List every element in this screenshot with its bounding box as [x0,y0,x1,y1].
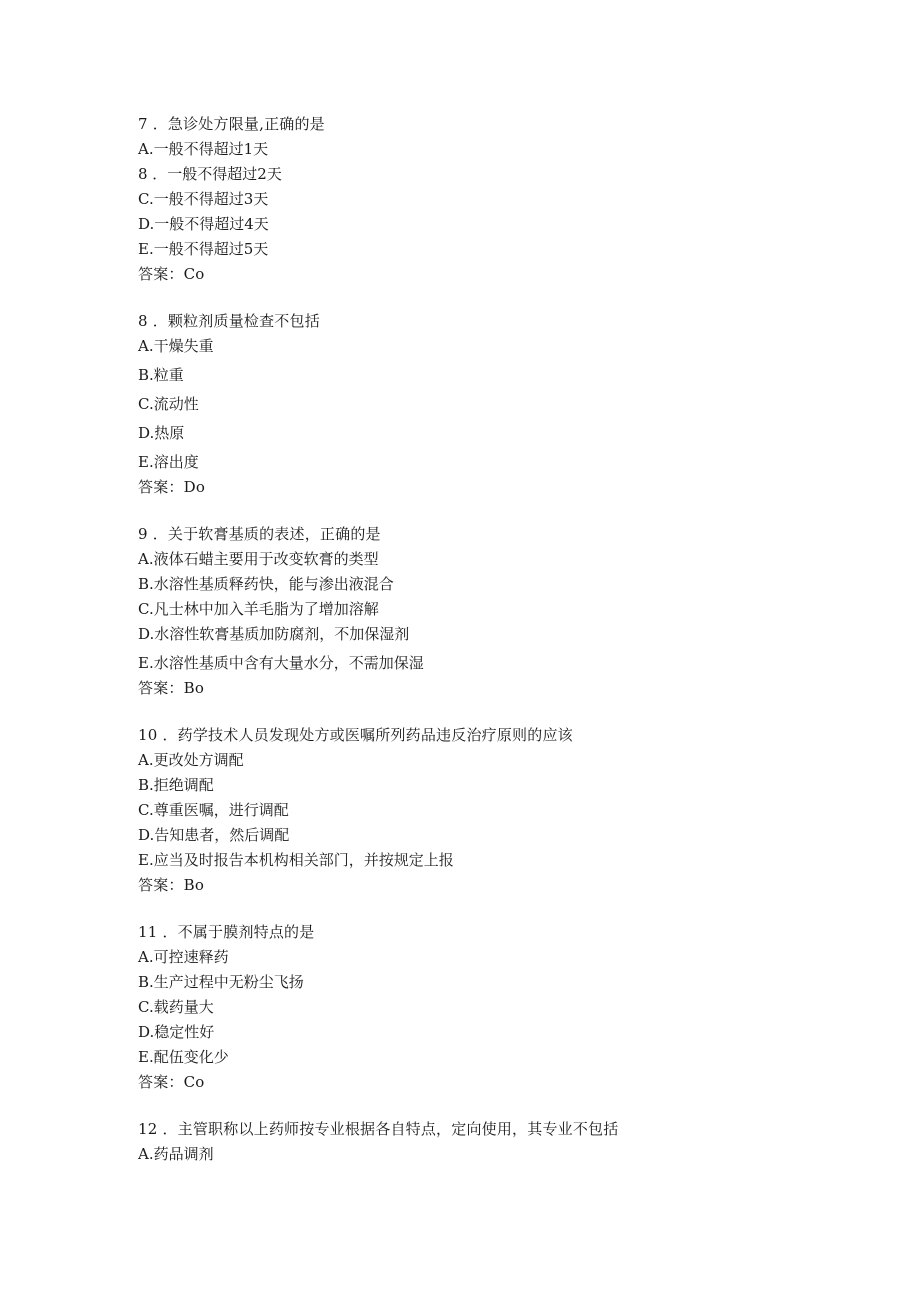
option-a: A.可控速释药 [138,948,229,966]
answer-line: 答案：Co [138,265,205,283]
answer-line: 答案：Co [138,1073,205,1091]
question-10 [138,723,838,898]
option-e: E.一般不得超过5天 [138,240,269,258]
option-d: D.告知患者，然后调配 [138,826,290,844]
option-c: C.载药量大 [138,998,214,1016]
option-a: A.一般不得超过1天 [138,140,269,158]
option-d: D.热原 [138,424,185,442]
option-d: D.一般不得超过4天 [138,215,269,233]
option-b: B.水溶性基质释药快，能与渗出液混合 [138,575,394,593]
option-e: E.溶出度 [138,453,199,471]
option-e: E.水溶性基质中含有大量水分，不需加保湿 [138,654,424,672]
question-stem: 7 ．急诊处方限量,正确的是 [138,115,325,133]
question-9 [138,522,838,701]
option-a: A.干燥失重 [138,337,214,355]
option-c: C.一般不得超过3天 [138,190,269,208]
option-d: D.水溶性软膏基质加防腐剂，不加保湿剂 [138,625,410,643]
option-e: E.应当及时报告本机构相关部门，并按规定上报 [138,851,454,869]
option-c: C.流动性 [138,395,199,413]
question-7 [138,112,838,287]
answer-line: 答案：Do [138,478,206,496]
question-8 [138,309,838,500]
option-b: 8 ．一般不得超过2天 [138,165,282,183]
question-stem: 10 ．药学技术人员发现处方或医嘱所列药品违反治疗原则的应该 [138,726,573,744]
option-b: B.拒绝调配 [138,776,214,794]
option-a: A.更改处方调配 [138,751,244,769]
option-e: E.配伍变化少 [138,1048,229,1066]
option-c: C.凡士林中加入羊毛脂为了增加溶解 [138,600,379,618]
answer-line: 答案：Bo [138,876,205,894]
option-b: B.生产过程中无粉尘飞扬 [138,973,304,991]
option-d: D.稳定性好 [138,1023,215,1041]
answer-line: 答案：Bo [138,679,205,697]
option-c: C.尊重医嘱，进行调配 [138,801,289,819]
option-a: A.液体石蜡主要用于改变软膏的类型 [138,550,379,568]
option-a: A.药品调剂 [138,1145,214,1163]
question-stem: 9 ．关于软膏基质的表述，正确的是 [138,525,381,543]
question-12 [138,1117,838,1167]
question-stem: 8 ．颗粒剂质量检查不包括 [138,312,320,330]
option-b: B.粒重 [138,366,184,384]
document-page [138,112,838,1189]
question-stem: 11 ．不属于膜剂特点的是 [138,923,315,941]
question-11 [138,920,838,1095]
question-stem: 12 ．主管职称以上药师按专业根据各自特点，定向使用，其专业不包括 [138,1120,619,1138]
